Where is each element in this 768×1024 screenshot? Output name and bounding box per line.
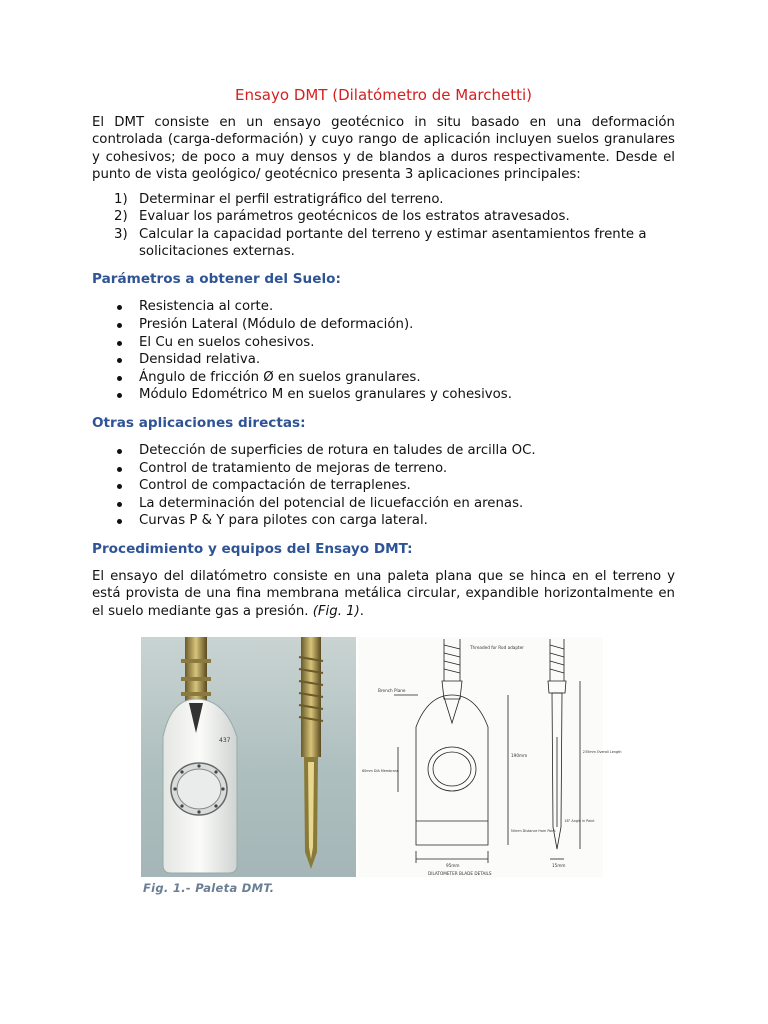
label-connector: Threaded for Rod adapter <box>470 645 524 650</box>
bullet-icon <box>117 305 122 310</box>
list-item <box>92 226 675 261</box>
list-item-text: El Cu en suelos cohesivos. <box>139 334 315 350</box>
list-item <box>92 191 675 208</box>
list-item <box>92 495 675 513</box>
technical-drawing-svg <box>358 637 622 877</box>
bullet-icon <box>117 502 122 507</box>
section-heading-procedure: Procedimiento y equipos del Ensayo DMT: <box>92 540 413 557</box>
list-item-text: Resistencia al corte. <box>139 299 274 315</box>
bullet-icon <box>117 484 122 489</box>
section-heading-other-applications: Otras aplicaciones directas: <box>92 414 306 431</box>
blade-number: 437 <box>219 737 231 744</box>
bullet-icon <box>117 393 122 398</box>
label-membrane: 60mm DIA Membrane <box>362 769 399 774</box>
list-number: 1) <box>114 192 128 208</box>
figure-reference: (Fig. 1) <box>312 603 360 619</box>
list-item <box>92 208 675 225</box>
figure-caption: Fig. 1.- Paleta DMT. <box>143 881 275 895</box>
list-item <box>92 512 675 530</box>
list-item <box>92 369 675 387</box>
label-total: 235mm Overall Length <box>582 750 622 754</box>
list-item-text: La determinación del potencial de licuefacción en arenas. <box>139 495 524 511</box>
blade-photo-illustration <box>141 637 356 877</box>
list-item <box>92 316 675 334</box>
procedure-period: . <box>359 603 365 619</box>
bullet-icon <box>117 376 122 381</box>
document-page <box>92 86 675 620</box>
bullet-icon <box>117 519 122 524</box>
figure-dmt-blade <box>141 637 622 899</box>
label-width: 95mm <box>446 863 460 868</box>
label-height: 190mm <box>511 753 528 758</box>
list-item-text: Control de compactación de terraplenes. <box>139 478 411 494</box>
page-title: Ensayo DMT (Dilatómetro de Marchetti) <box>235 86 532 104</box>
list-item <box>92 477 675 495</box>
blade-photo <box>141 637 356 877</box>
list-item <box>92 351 675 369</box>
list-item-text: Ángulo de fricción Ø en suelos granulares. <box>139 369 421 385</box>
label-angle: 18° Angle in Point <box>564 818 595 823</box>
parameters-list <box>92 298 675 404</box>
label-bottom: 50mm Distance from Point <box>510 829 556 834</box>
procedure-paragraph <box>92 568 675 620</box>
bullet-icon <box>117 341 122 346</box>
list-item-text: Evaluar los parámetros geotécnicos de los estratos atravesados. <box>139 209 570 225</box>
procedure-text: El ensayo del dilatómetro consiste en una paleta plana que se hinca en el terreno y está provista de una fina membrana metálica circular, expandible horizontalmente en el suelo mediante gas a presión. <box>92 568 675 619</box>
list-item <box>92 460 675 478</box>
list-item <box>92 298 675 316</box>
blade-technical-drawing <box>358 637 622 877</box>
label-footer: DILATOMETER BLADE DETAILS <box>428 871 492 876</box>
list-number: 3) <box>114 226 128 242</box>
bullet-icon <box>117 449 122 454</box>
list-item <box>92 334 675 352</box>
section-heading-parameters: Parámetros a obtener del Suelo: <box>92 271 341 288</box>
label-bench: Brench Plane <box>378 688 406 693</box>
list-item <box>92 386 675 404</box>
other-applications-list <box>92 442 675 530</box>
applications-list <box>92 191 675 260</box>
list-number: 2) <box>114 209 128 225</box>
list-item-text: Calcular la capacidad portante del terreno y estimar asentamientos frente a solicitaciones externas. <box>139 226 647 260</box>
list-item-text: Presión Lateral (Módulo de deformación). <box>139 316 414 332</box>
list-item-text: Densidad relativa. <box>139 352 261 368</box>
bullet-icon <box>117 358 122 363</box>
list-item-text: Módulo Edométrico M en suelos granulares y cohesivos. <box>139 387 512 403</box>
bullet-icon <box>117 467 122 472</box>
list-item-text: Detección de superficies de rotura en taludes de arcilla OC. <box>139 442 536 458</box>
list-item-text: Control de tratamiento de mejoras de terreno. <box>139 460 448 476</box>
label-thickness: 15mm <box>552 863 566 868</box>
list-item <box>92 442 675 460</box>
intro-paragraph: El DMT consiste en un ensayo geotécnico in situ basado en una deformación controlada (carga-deformación) y cuyo rango de aplicación incluyen suelos granulares y cohesivos; de poco a muy densos y de blandos a duros respectivamente. Desde el punto de vista geológico/ geotécnico presenta 3 aplicaciones principales: <box>92 115 675 182</box>
list-item-text: Curvas P & Y para pilotes con carga lateral. <box>139 513 428 529</box>
list-item-text: Determinar el perfil estratigráfico del terreno. <box>139 192 444 208</box>
bullet-icon <box>117 323 122 328</box>
